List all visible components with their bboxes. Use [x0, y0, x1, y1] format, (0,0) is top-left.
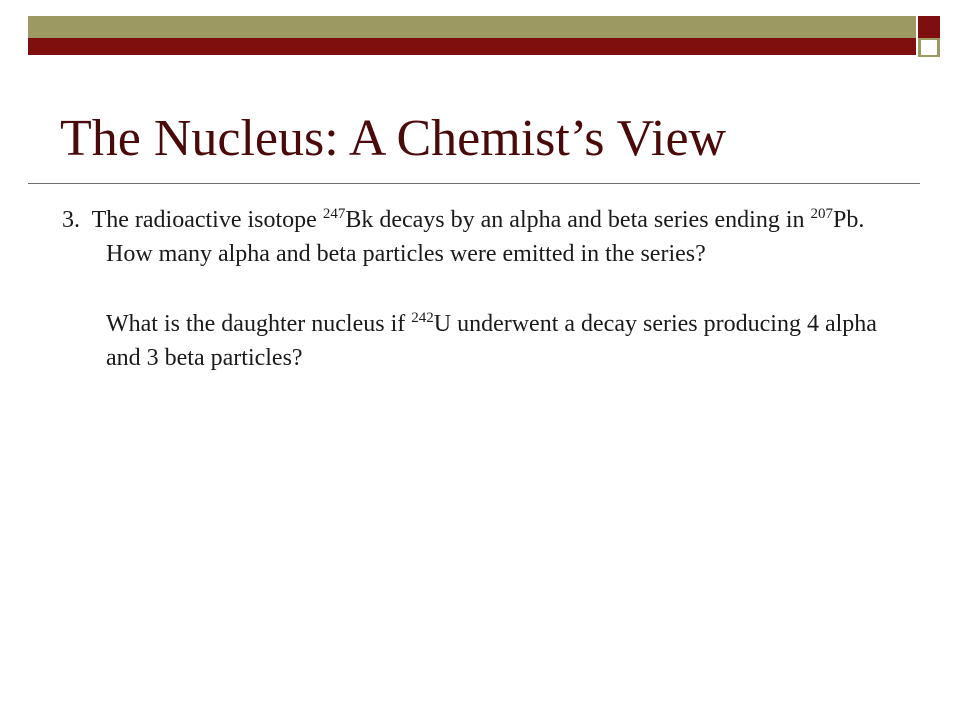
question-2-text-b: U underwent a decay series producing 4 alpha and 3 beta particles? — [106, 311, 877, 371]
question-1-text-b: Bk decays by an alpha and beta series ending in — [345, 207, 811, 233]
question-part-1 — [62, 203, 912, 271]
slide-title: The Nucleus: A Chemist’s View — [60, 110, 727, 167]
mass-number-bk: 247 — [322, 206, 346, 222]
banner-red-bar — [28, 38, 916, 55]
question-1-text-a: The radioactive isotope — [91, 207, 323, 233]
question-1-text-c: Pb. How many alpha and beta particles were emitted in the series? — [106, 207, 865, 267]
banner-square-inset — [921, 40, 937, 55]
mass-number-u: 242 — [411, 310, 434, 326]
banner-red-square — [918, 16, 940, 38]
question-2-text-a: What is the daughter nucleus if — [106, 311, 412, 337]
slide-body — [62, 203, 912, 375]
mass-number-pb: 207 — [810, 206, 834, 222]
question-part-2 — [62, 307, 912, 375]
banner-olive-bar — [28, 16, 916, 38]
title-divider — [28, 183, 920, 184]
question-number: 3. — [62, 207, 80, 233]
